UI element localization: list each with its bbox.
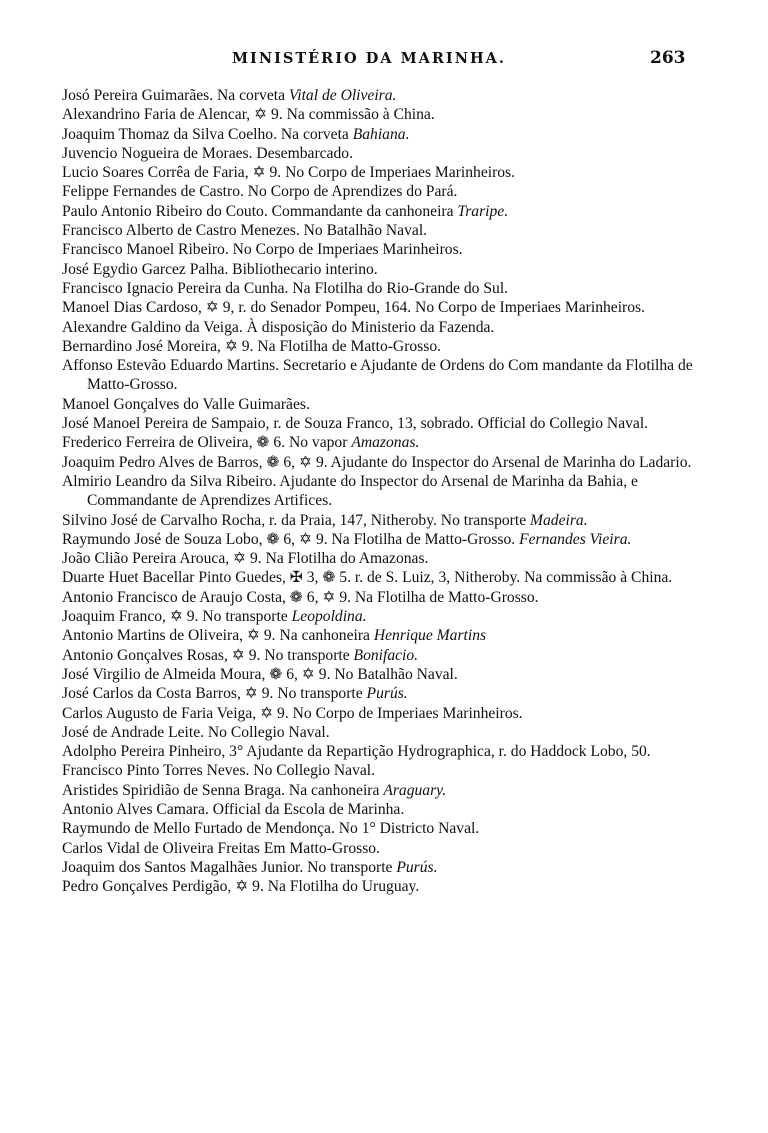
entry-vessel: Vital de Oliveira. bbox=[288, 87, 397, 104]
list-item bbox=[62, 221, 712, 240]
list-item bbox=[62, 298, 712, 317]
list-item bbox=[62, 877, 712, 896]
list-item bbox=[62, 858, 712, 877]
list-item bbox=[62, 568, 712, 587]
entry-text: Aristides Spiridião de Senna Braga. Na canhoneira bbox=[62, 781, 384, 799]
entry-text: Manoel Dias Cardoso, ✡ 9, r. do Senador Pompeu, 164. No Corpo de Imperiaes Marinheiros. bbox=[62, 299, 646, 317]
entry-vessel: Purús. bbox=[366, 685, 408, 703]
list-item bbox=[62, 626, 712, 645]
list-item bbox=[62, 723, 712, 742]
list-item bbox=[62, 182, 712, 201]
list-item bbox=[62, 125, 712, 144]
entry-text: Antonio Gonçalves Rosas, ✡ 9. No transporte bbox=[62, 646, 354, 664]
entry-vessel: Fernandes Vieira. bbox=[519, 530, 632, 548]
list-item bbox=[62, 260, 712, 279]
list-item bbox=[62, 472, 712, 511]
list-item bbox=[62, 240, 712, 259]
list-item bbox=[62, 86, 712, 105]
entry-text: Juvencio Nogueira de Moraes. Desembarcado. bbox=[62, 144, 353, 162]
list-item bbox=[62, 781, 712, 800]
list-item bbox=[62, 144, 712, 163]
entry-vessel: Bonifacio. bbox=[353, 646, 419, 664]
list-item bbox=[62, 761, 712, 780]
entry-text: José de Andrade Leite. No Collegio Naval. bbox=[62, 723, 330, 741]
entry-text: Antonio Alves Camara. Official da Escola de Marinha. bbox=[62, 800, 405, 818]
list-item bbox=[62, 202, 712, 221]
running-title: MINISTÉRIO DA MARINHA. bbox=[232, 50, 506, 67]
list-item bbox=[62, 530, 712, 549]
list-item bbox=[62, 453, 712, 472]
entry-text: Bernardino José Moreira, ✡ 9. Na Flotilha de Matto-Grosso. bbox=[62, 337, 442, 355]
personnel-list bbox=[62, 86, 712, 896]
list-item bbox=[62, 279, 712, 298]
entry-text: Antonio Martins de Oliveira, ✡ 9. Na canhoneira bbox=[62, 627, 374, 645]
entry-text: Alexandre Galdino da Veiga. À disposição do Ministerio da Fazenda. bbox=[62, 318, 495, 336]
entry-text: Antonio Francisco de Araujo Costa, ❁ 6, ✡ 9. Na Flotilha de Matto-Grosso. bbox=[62, 588, 539, 606]
entry-text: Joaquim Franco, ✡ 9. No transporte bbox=[62, 608, 292, 626]
page-header bbox=[0, 50, 768, 74]
entry-text: Joaquim Pedro Alves de Barros, ❁ 6, ✡ 9. Ajudante do Inspector do Arsenal de Marinha do Ladario. bbox=[62, 453, 692, 471]
entry-text: João Clião Pereira Arouca, ✡ 9. Na Flotilha do Amazonas. bbox=[62, 550, 429, 568]
list-item bbox=[62, 800, 712, 819]
entry-text: Lucio Soares Corrêa de Faria, ✡ 9. No Corpo de Imperiaes Marinheiros. bbox=[62, 164, 516, 182]
entry-text: Pedro Gonçalves Perdigão, ✡ 9. Na Flotilha do Uruguay. bbox=[62, 878, 420, 896]
list-item bbox=[62, 819, 712, 838]
entry-text: Francisco Alberto de Castro Menezes. No Batalhão Naval. bbox=[62, 222, 428, 240]
list-item bbox=[62, 704, 712, 723]
entry-text: Felippe Fernandes de Castro. No Corpo de Aprendizes do Pará. bbox=[62, 183, 458, 201]
entry-text: Francisco Manoel Ribeiro. No Corpo de Imperiaes Marinheiros. bbox=[62, 241, 463, 259]
entry-text: Carlos Augusto de Faria Veiga, ✡ 9. No Corpo de Imperiaes Marinheiros. bbox=[62, 704, 523, 722]
entry-vessel: Bahiana. bbox=[352, 125, 410, 143]
entry-text: Manoel Gonçalves do Valle Guimarães. bbox=[62, 395, 310, 413]
list-item bbox=[62, 105, 712, 124]
entry-text: Josó Pereira Guimarães. Na corveta bbox=[62, 87, 289, 104]
entry-text: Carlos Vidal de Oliveira Freitas Em Matto-Grosso. bbox=[62, 839, 380, 857]
entry-vessel: Madeira. bbox=[530, 511, 588, 529]
entry-text: Affonso Estevão Eduardo Martins. Secretario e Ajudante de Ordens do Com mandante da Flotilha de Matto-Grosso. bbox=[62, 357, 693, 394]
list-item bbox=[62, 588, 712, 607]
entry-text: Paulo Antonio Ribeiro do Couto. Commandante da canhoneira bbox=[62, 202, 458, 220]
page-number: 263 bbox=[650, 48, 686, 68]
entry-vessel: Araguary. bbox=[383, 781, 447, 799]
entry-vessel: Henrique Martins bbox=[373, 627, 487, 645]
list-item bbox=[62, 414, 712, 433]
list-item bbox=[62, 318, 712, 337]
list-item bbox=[62, 433, 712, 452]
entry-text: José Virgilio de Almeida Moura, ❁ 6, ✡ 9. No Batalhão Naval. bbox=[62, 665, 458, 683]
list-item bbox=[62, 356, 712, 395]
entry-text: Alexandrino Faria de Alencar, ✡ 9. Na commissão à China. bbox=[62, 106, 435, 124]
entry-text: Silvino José de Carvalho Rocha, r. da Praia, 147, Nitheroby. No transporte bbox=[62, 511, 531, 529]
entry-vessel: Amazonas. bbox=[351, 434, 420, 452]
entry-vessel: Leopoldina. bbox=[291, 608, 367, 626]
entry-text: Joaquim Thomaz da Silva Coelho. Na corveta bbox=[62, 125, 353, 143]
entry-vessel: Traripe. bbox=[457, 202, 509, 220]
entry-text: Raymundo José de Souza Lobo, ❁ 6, ✡ 9. Na Flotilha de Matto-Grosso. bbox=[62, 530, 520, 548]
list-item bbox=[62, 163, 712, 182]
entry-text: José Egydio Garcez Palha. Bibliothecario interino. bbox=[62, 260, 378, 278]
list-item bbox=[62, 511, 712, 530]
list-item bbox=[62, 607, 712, 626]
entry-text: Joaquim dos Santos Magalhães Junior. No transporte bbox=[62, 858, 397, 876]
list-item bbox=[62, 337, 712, 356]
entry-vessel: Purús. bbox=[396, 858, 438, 876]
entry-text: Francisco Pinto Torres Neves. No Collegio Naval. bbox=[62, 762, 376, 780]
list-item bbox=[62, 742, 712, 761]
entry-text: Raymundo de Mello Furtado de Mendonça. No 1° Districto Naval. bbox=[62, 820, 480, 838]
list-item bbox=[62, 684, 712, 703]
entry-text: José Manoel Pereira de Sampaio, r. de Souza Franco, 13, sobrado. Official do Collegio Naval. bbox=[62, 415, 649, 433]
entry-text: Duarte Huet Bacellar Pinto Guedes, ✠ 3, ❁ 5. r. de S. Luiz, 3, Nitheroby. Na commissão à China. bbox=[62, 569, 673, 587]
list-item bbox=[62, 665, 712, 684]
list-item bbox=[62, 646, 712, 665]
entry-text: Frederico Ferreira de Oliveira, ❁ 6. No vapor bbox=[62, 434, 352, 452]
entry-text: Adolpho Pereira Pinheiro, 3° Ajudante da Repartição Hydrographica, r. do Haddock Lobo, 50. bbox=[62, 743, 651, 761]
entry-text: Francisco Ignacio Pereira da Cunha. Na Flotilha do Rio-Grande do Sul. bbox=[62, 279, 509, 297]
list-item bbox=[62, 549, 712, 568]
entry-text: José Carlos da Costa Barros, ✡ 9. No transporte bbox=[62, 685, 367, 703]
list-item bbox=[62, 839, 712, 858]
entry-text: Almirio Leandro da Silva Ribeiro. Ajudante do Inspector do Arsenal de Marinha da Bahia, e Commandante de Aprendizes Artifices. bbox=[62, 472, 638, 510]
list-item bbox=[62, 395, 712, 414]
